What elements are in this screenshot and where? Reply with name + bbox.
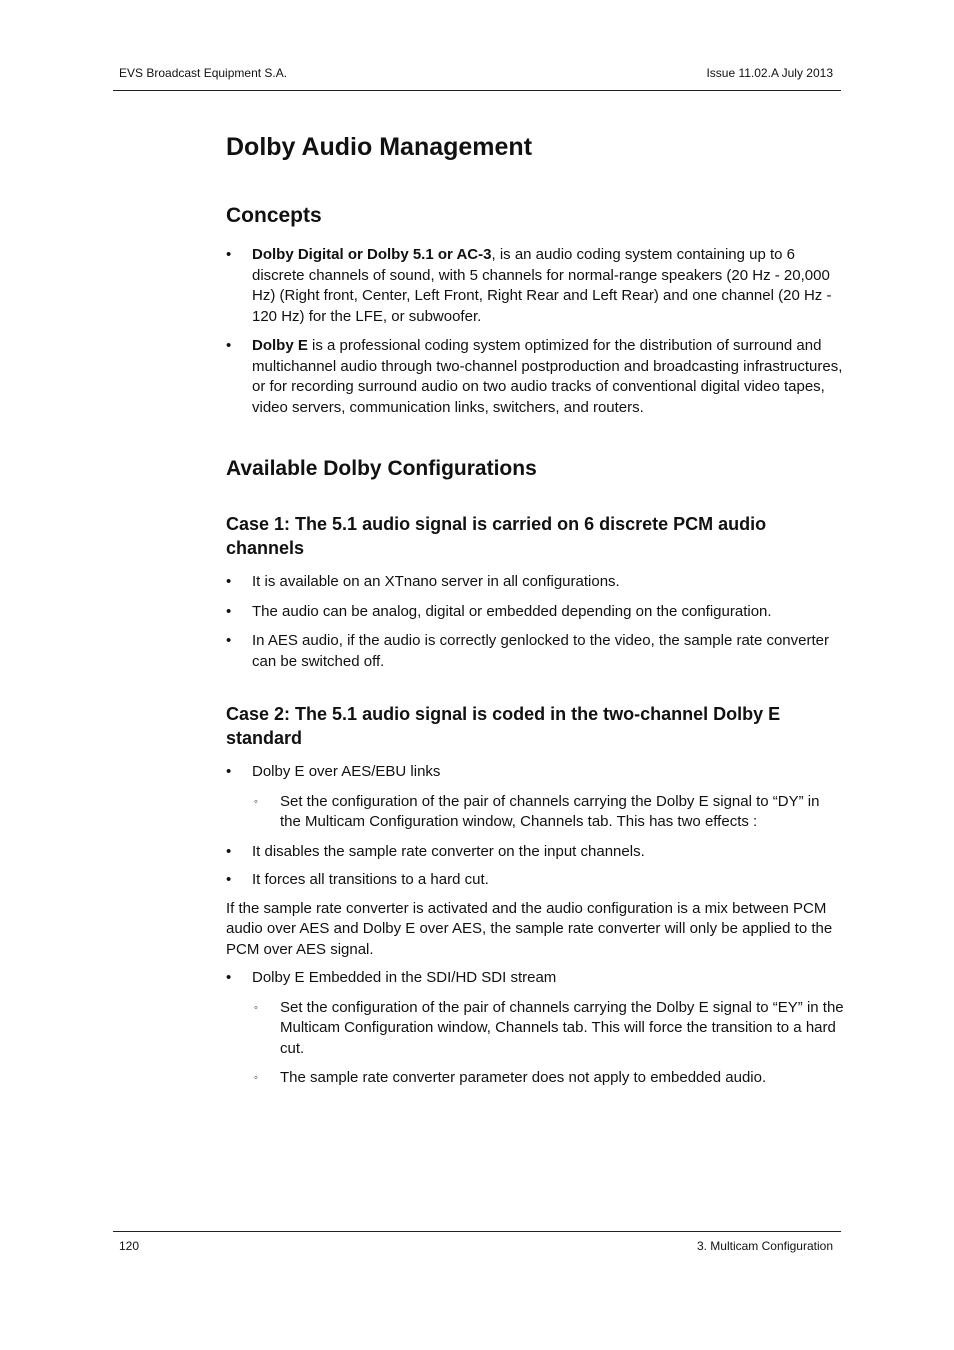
list-item-text: It disables the sample rate converter on the input channels. [252,842,645,860]
sub-bullet-icon: ◦ [254,1072,258,1084]
sub-list-item [226,1068,844,1089]
bullet-icon: • [226,602,232,620]
bullet-icon: • [226,871,232,888]
page-content [226,131,844,1089]
definition: is a professional coding system optimized for the distribution of surround and multichannel audio through two-channel postproduction and broadcasting infrastructures, or for recording surround audio on two audio tracks of conventional digital video tapes, video servers, communication links, switchers, and routers. [252,337,843,416]
list-item [226,762,844,783]
sub-list-item-text: Set the configuration of the pair of channels carrying the Dolby E signal to “EY” in the Multicam Configuration window, Channels tab. This will force the transition to a hard cut. [280,998,844,1057]
sub-list-item-text: The sample rate converter parameter does not apply to embedded audio. [280,1069,767,1086]
list-item [226,842,844,863]
header-divider [113,90,841,91]
list-item-text: In AES audio, if the audio is correctly genlocked to the video, the sample rate converter can be switched off. [252,632,829,670]
footer-divider [113,1231,841,1232]
definition: , is an audio coding system containing up to 6 discrete channels of sound, with 5 channels for normal-range speakers (20 Hz - 20,000 Hz) (Right front, Center, Left Front, Right Rear and Left Rear) and one channel (20 Hz - 120 Hz) for the LFE, or subwoofer. [252,246,832,325]
header-issue: Issue 11.02.A July 2013 [706,66,833,80]
bullet-icon: • [226,842,232,860]
list-item-text: It is available on an XTnano server in all configurations. [252,573,620,590]
sub-list-item [226,998,844,1060]
page-title: Dolby Audio Management [226,133,533,161]
sub-bullet-icon: ◦ [254,1001,258,1014]
list-item [226,631,844,672]
page-number: 120 [119,1239,140,1253]
term: Dolby E [252,337,308,354]
bullet-icon: • [226,246,232,263]
concepts-heading: Concepts [226,204,322,227]
sub-list-item-text: Set the configuration of the pair of channels carrying the Dolby E signal to “DY” in the Multicam Configuration window, Channels tab. This has two effects : [280,792,820,830]
case2-heading: Case 2: The 5.1 audio signal is coded in the two-channel Dolby E standard [226,704,781,748]
note-paragraph: If the sample rate converter is activated and the audio configuration is a mix between PCM audio over AES and Dolby E over AES, the sample rate converter will only be applied to the PCM over AES signal. [226,899,833,958]
list-item-text: Dolby E Embedded in the SDI/HD SDI stream [252,969,557,986]
sub-list-item [226,792,844,833]
list-item [226,968,844,989]
configs-heading: Available Dolby Configurations [226,457,537,480]
bullet-icon: • [226,969,232,986]
bullet-icon: • [226,763,232,780]
list-item [226,572,844,593]
list-item-text: Dolby E over AES/EBU links [252,763,441,780]
list-item-text: It forces all transitions to a hard cut. [252,871,489,888]
case1-heading: Case 1: The 5.1 audio signal is carried on 6 discrete PCM audio channels [226,514,767,558]
bullet-icon: • [226,337,232,354]
list-item [226,245,844,327]
list-item [226,870,844,891]
bullet-icon: • [226,632,232,649]
list-item [226,336,844,418]
bullet-icon: • [226,573,232,590]
sub-bullet-icon: ◦ [254,795,258,808]
list-item-text: The audio can be analog, digital or embedded depending on the configuration. [252,602,772,620]
header-company: EVS Broadcast Equipment S.A. [119,66,288,80]
list-item [226,602,844,623]
term: Dolby Digital or Dolby 5.1 or AC-3 [252,246,492,263]
footer-section: 3. Multicam Configuration [696,1239,833,1253]
